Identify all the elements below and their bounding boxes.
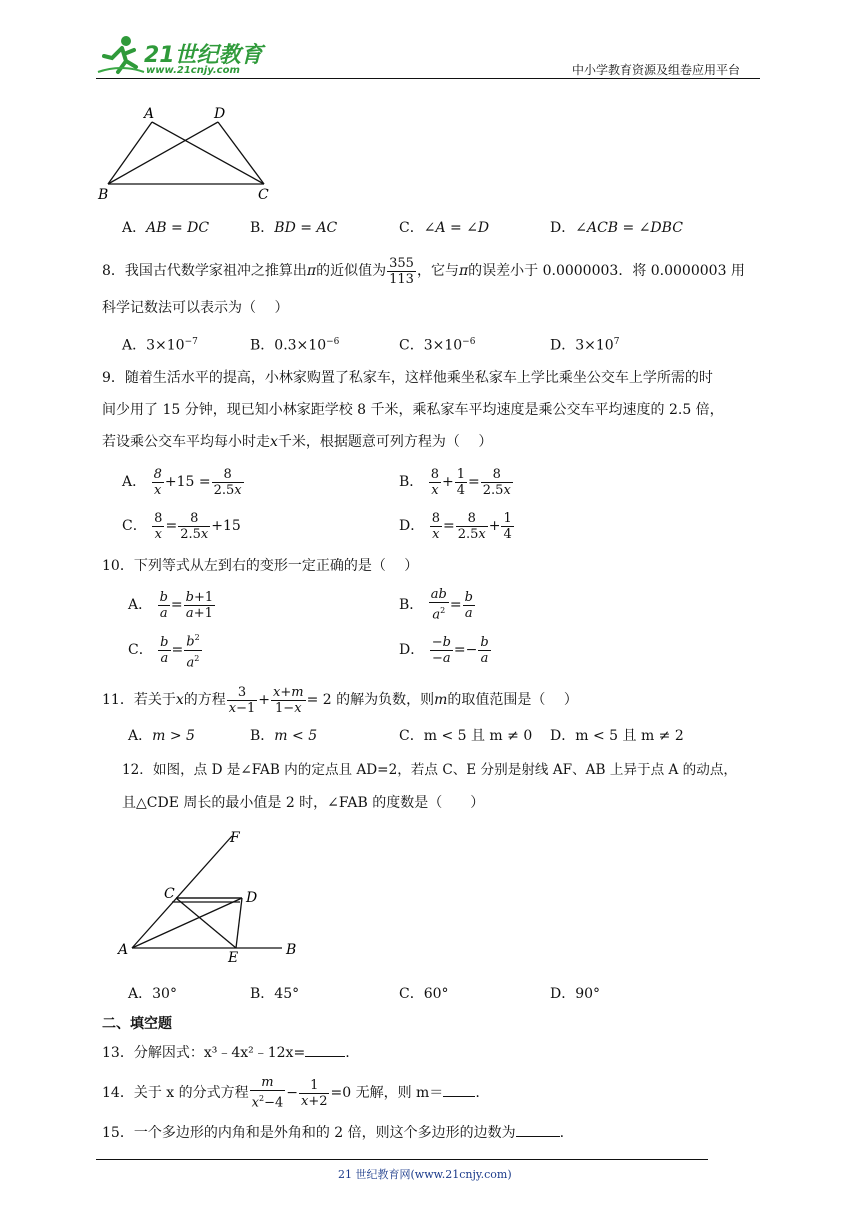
option-exponent: −6 — [326, 337, 340, 347]
q8-stem-line1 — [102, 254, 745, 288]
option-text: 60° — [423, 986, 449, 1002]
frac-numerator: 355 — [389, 255, 414, 271]
option-text: m < 5 且 m ≠ 2 — [575, 728, 684, 744]
q9-text-a: 若设乘公交车平均每小时走 — [102, 434, 270, 450]
header-rule — [96, 78, 760, 79]
q11-option-a[interactable] — [128, 726, 195, 746]
q8-option-a[interactable] — [122, 332, 198, 356]
q11-option-c[interactable] — [399, 726, 532, 746]
option-letter: B． — [250, 220, 275, 236]
q13-text: 13．分解因式：x³﹣4x²﹣12x= — [102, 1045, 306, 1061]
q11-text-c: = 2 的解为负数，则 — [306, 692, 435, 708]
answer-blank[interactable] — [516, 1122, 560, 1137]
section-fill-in-title: 二、填空题 — [102, 1016, 172, 1032]
option-base: 0.3×10 — [274, 337, 327, 354]
option-letter: D． — [550, 337, 576, 354]
footer-text: 21 世纪教育网(www.21cnjy.com) — [338, 1168, 512, 1181]
option-letter: C． — [128, 642, 153, 658]
option-letter: C． — [399, 337, 424, 354]
runner-logo-icon — [96, 34, 146, 78]
option-letter: D． — [399, 642, 425, 658]
q8-option-b[interactable] — [250, 332, 339, 356]
option-text: BD = AC — [274, 220, 338, 236]
q8-option-d[interactable] — [550, 332, 619, 356]
option-base: 3×10 — [423, 337, 463, 354]
q11-text-d: 的取值范围是（ ） — [447, 692, 578, 708]
option-exponent: 7 — [613, 337, 620, 347]
label-B: B — [98, 187, 109, 203]
q8-fraction — [387, 256, 416, 287]
q14-text-b: =0 无解，则 m＝ — [330, 1085, 444, 1101]
label-C: C — [164, 886, 175, 902]
answer-blank[interactable] — [305, 1042, 345, 1057]
variable-x: x — [175, 692, 184, 708]
q9-text-b: 千米，根据题意可列方程为（ ） — [277, 434, 493, 450]
option-letter: D． — [550, 220, 576, 236]
pi-symbol: π — [306, 263, 317, 279]
q8-stem-line2: 科学记数法可以表示为（ ） — [102, 300, 289, 316]
label-A: A — [144, 106, 155, 122]
option-letter: B． — [250, 728, 275, 744]
q10-option-d[interactable]: D． $\frac{-b}{-a}$ =− $\frac{b}{a}$ — [399, 634, 489, 666]
option-letter: D． — [550, 986, 576, 1002]
option-text: 30° — [152, 986, 177, 1002]
q15 — [102, 1122, 564, 1143]
label-B: B — [286, 942, 297, 958]
label-D: D — [246, 890, 258, 906]
logo-main-text: 21世纪教育 — [144, 43, 263, 68]
option-text: m < 5 — [274, 728, 318, 744]
q10-option-c[interactable]: C． $\frac{b}{a}$ = $\frac{b^2}{a^2}$ — [128, 630, 203, 670]
q7-option-b[interactable] — [250, 218, 337, 238]
q13 — [102, 1042, 350, 1063]
frac-denominator: 113 — [389, 271, 414, 287]
pi-symbol: π — [458, 263, 469, 279]
option-text: 45° — [274, 986, 300, 1002]
q9-option-a[interactable]: A． $\frac{8}{x}$ +15 = $\frac{8}{2.5x}$ — [122, 466, 242, 498]
option-text: AB = DC — [146, 220, 210, 236]
option-text: ∠ACB = ∠DBC — [575, 220, 683, 236]
label-D: D — [214, 106, 226, 122]
label-F: F — [230, 830, 240, 846]
period: . — [559, 1125, 565, 1141]
figure-q12 — [114, 826, 314, 970]
option-exponent: −6 — [462, 337, 476, 347]
platform-title: 中小学教育资源及组卷应用平台 — [572, 63, 741, 77]
q12-option-b[interactable] — [250, 984, 299, 1004]
q12-stem-line1: 12．如图，点 D 是∠FAB 内的定点且 AD=2，若点 C、E 分别是射线 AF、AB 上异于点 A 的动点， — [122, 762, 738, 778]
label-A: A — [118, 942, 129, 958]
q8-text-d: 的误差小于 0.0000003．将 0.0000003 用 — [468, 263, 745, 279]
option-letter: A． — [128, 728, 153, 744]
option-base: 3×10 — [146, 337, 185, 354]
q9-option-d[interactable]: D． $\frac{8}{x}$ = $\frac{8}{2.5x}$ + $\frac{1}{4}$ — [399, 510, 512, 542]
q9-stem-line1: 9．随着生活水平的提高，小林家购置了私家车，这样他乘坐私家车上学比乘坐公交车上学所需的时 — [102, 370, 713, 386]
option-letter: D． — [399, 518, 425, 534]
option-letter: B． — [250, 986, 275, 1002]
q8-text-c: ，它与 — [416, 263, 459, 279]
q14: 14．关于 x 的分式方程 $\frac{m}{x^2-4}$ − $\frac{1}{x+2}$ =0 无解，则 m＝ . — [102, 1075, 480, 1111]
option-letter: D． — [550, 728, 576, 744]
q11-option-d[interactable] — [550, 726, 684, 746]
answer-blank[interactable] — [443, 1082, 475, 1097]
option-letter: A． — [128, 597, 153, 613]
q8-text-b: 的近似值为 — [316, 263, 387, 279]
variable-m: m — [434, 692, 448, 708]
option-text: m > 5 — [152, 728, 195, 744]
q9-option-c[interactable]: C． $\frac{8}{x}$ = $\frac{8}{2.5x}$ +15 — [122, 510, 241, 542]
q11-text-b: 的方程 — [183, 692, 226, 708]
q10-option-a[interactable]: A． $\frac{b}{a}$ = $\frac{b+1}{a+1}$ — [128, 589, 214, 621]
variable-x: x — [270, 434, 278, 450]
logo-sub-text: www.21cnjy.com — [146, 65, 240, 76]
option-letter: A． — [122, 337, 147, 354]
option-letter: B． — [399, 597, 424, 613]
q15-text: 15．一个多边形的内角和是外角和的 2 倍，则这个多边形的边数为 — [102, 1125, 516, 1141]
period: . — [475, 1085, 480, 1101]
option-letter: C． — [399, 986, 424, 1002]
q11-stem: 11．若关于x的方程 $\frac{3}{x-1}$ + $\frac{x+m}{1-x}$ = 2 的解为负数，则m的取值范围是（ ） — [102, 684, 578, 716]
q11-text-a: 11．若关于 — [102, 692, 176, 708]
option-base: 3×10 — [575, 337, 614, 354]
option-letter: C． — [122, 518, 147, 534]
header-logo — [96, 34, 266, 78]
q11-option-b[interactable] — [250, 726, 317, 746]
option-letter: C． — [399, 728, 424, 744]
option-letter: A． — [122, 220, 147, 236]
option-letter: A． — [128, 986, 153, 1002]
option-text: m < 5 且 m ≠ 0 — [423, 728, 533, 744]
label-C: C — [258, 187, 269, 203]
q7-option-c[interactable] — [399, 218, 489, 238]
option-letter: B． — [250, 337, 275, 354]
label-E: E — [228, 950, 239, 966]
q10-stem: 10．下列等式从左到右的变形一定正确的是（ ） — [102, 558, 419, 574]
q14-text-a: 14．关于 x 的分式方程 — [102, 1085, 249, 1101]
q8-text-a: 8．我国古代数学家祖冲之推算出 — [102, 263, 307, 279]
q12-option-a[interactable] — [128, 984, 177, 1004]
q9-stem-line3 — [102, 432, 492, 452]
option-text: 90° — [575, 986, 601, 1002]
q9-stem-line2: 间少用了 15 分钟，现已知小林家距学校 8 千米，乘私家车平均速度是乘公交车平均速度的 2.5 倍， — [102, 402, 724, 418]
footer-rule — [96, 1159, 708, 1160]
q7-option-d[interactable] — [550, 218, 683, 238]
q7-option-a[interactable] — [122, 218, 209, 238]
q10-option-b[interactable]: B． $\frac{ab}{a^2}$ = $\frac{b}{a}$ — [399, 587, 473, 623]
option-text: ∠A = ∠D — [423, 220, 490, 236]
q8-option-c[interactable] — [399, 332, 475, 356]
option-letter: B． — [399, 474, 424, 490]
option-exponent: −7 — [184, 337, 198, 347]
q12-option-d[interactable] — [550, 984, 600, 1004]
option-letter: A． — [122, 474, 147, 490]
figure-q7 — [96, 104, 286, 204]
q12-stem-line2: 且△CDE 周长的最小值是 2 时，∠FAB 的度数是（ ） — [122, 795, 485, 811]
q12-option-c[interactable] — [399, 984, 449, 1004]
option-letter: C． — [399, 220, 424, 236]
period: . — [345, 1045, 350, 1061]
q9-option-b[interactable]: B． $\frac{8}{x}$ + $\frac{1}{4}$ = $\frac{8}{2.5x}$ — [399, 466, 511, 498]
